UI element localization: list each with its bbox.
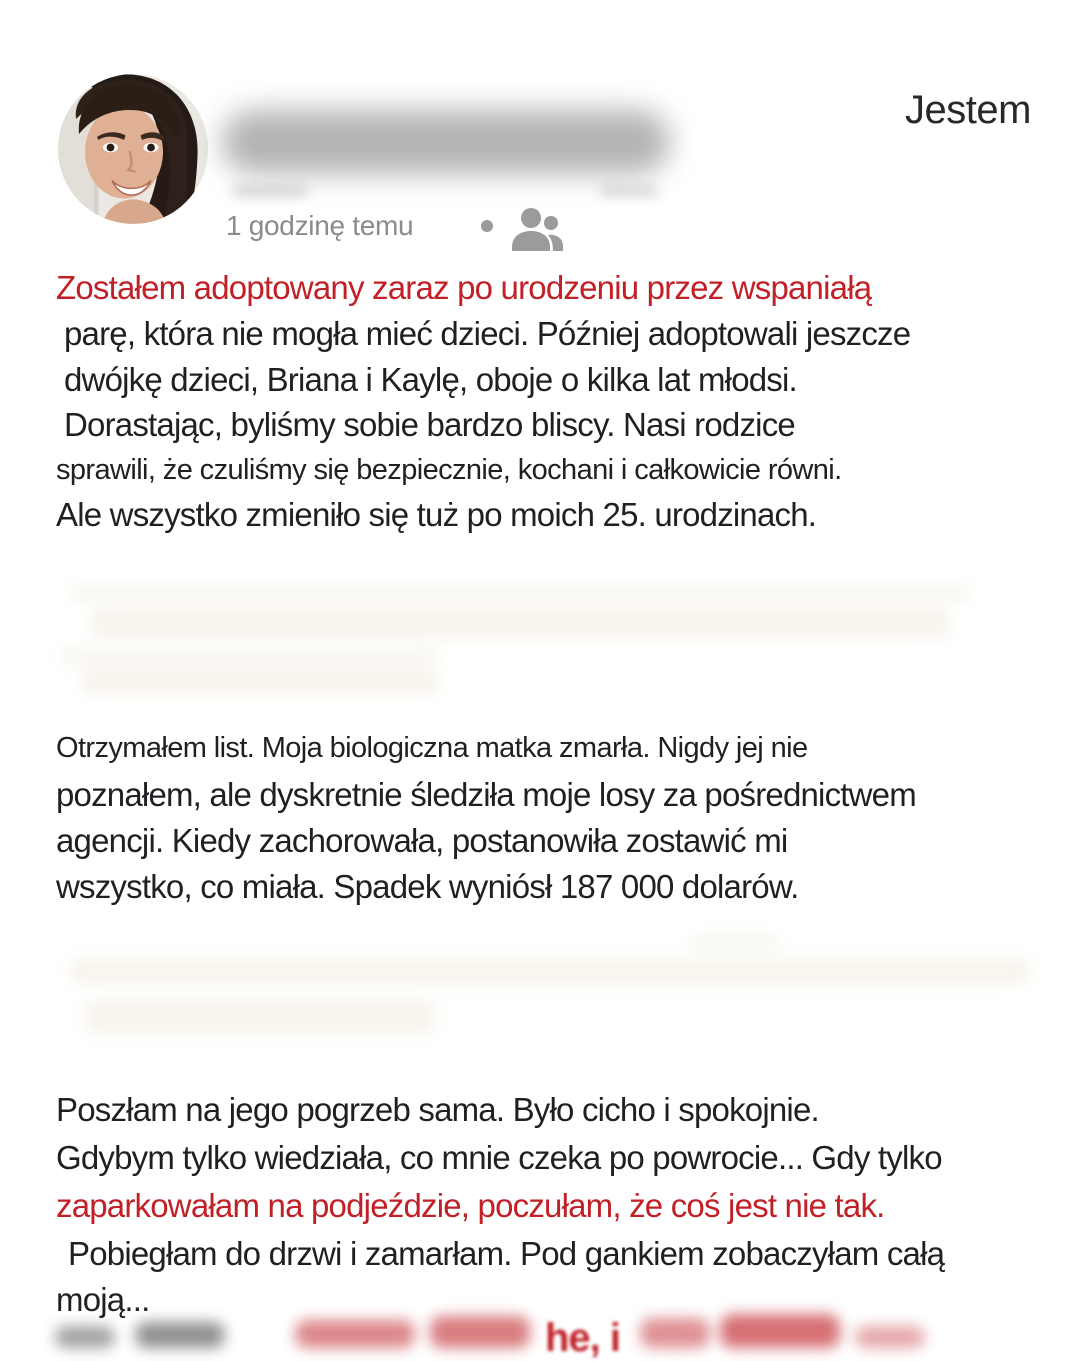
erased-text-smudge — [80, 668, 440, 694]
smeared-text — [855, 1326, 925, 1348]
smeared-text — [295, 1320, 415, 1348]
page-watermark: Jestem — [905, 88, 1031, 132]
post-text-line: moją... — [56, 1281, 150, 1318]
smeared-text — [135, 1322, 225, 1348]
erased-text-smudge — [70, 958, 1030, 984]
post-text-line: wszystko, co miała. Spadek wyniósł 187 000 dolarów. — [56, 868, 799, 905]
post-text-line: poznałem, ale dyskretnie śledziła moje losy za pośrednictwem — [56, 776, 916, 813]
user-photo-avatar — [58, 74, 208, 224]
post-text-line: Dorastając, byliśmy sobie bardzo bliscy. Nasi rodzice — [64, 406, 795, 443]
post-text-line: parę, która nie mogła mieć dzieci. Później adoptowali jeszcze — [64, 315, 911, 352]
smeared-text — [55, 1326, 115, 1348]
post-text-line: Otrzymałem list. Moja biologiczna matka zmarła. Nigdy jej nie — [56, 732, 808, 764]
username-blurred[interactable] — [222, 110, 670, 174]
erased-text-smudge — [90, 608, 950, 638]
username-blur-artifact — [600, 186, 658, 196]
post-text-line: zaparkowałam na podjeździe, poczułam, że coś jest nie tak. — [56, 1187, 885, 1224]
username-blur-artifact — [232, 186, 308, 196]
avatar[interactable] — [58, 74, 208, 224]
friends-icon — [508, 205, 564, 255]
post-text-line: Pobiegłam do drzwi i zamarłam. Pod gankiem zobaczyłam całą — [68, 1235, 945, 1272]
post-text-line: Zostałem adoptowany zaraz po urodzeniu przez wspaniałą — [56, 269, 872, 306]
smeared-text — [430, 1316, 530, 1348]
smeared-text-fragment: he, i — [545, 1316, 621, 1360]
post-text-line: Ale wszystko zmieniło się tuż po moich 25. urodzinach. — [56, 496, 817, 533]
meta-separator-dot — [481, 220, 493, 232]
erased-text-smudge — [60, 648, 440, 664]
erased-text-smudge — [690, 935, 780, 949]
post-text-line: sprawili, że czuliśmy się bezpiecznie, kochani i całkowicie równi. — [56, 454, 842, 486]
post-text-line: agencji. Kiedy zachorowała, postanowiła zostawić mi — [56, 822, 788, 859]
smeared-text — [720, 1314, 840, 1348]
smeared-text — [640, 1318, 710, 1348]
post-text-line: Poszłam na jego pogrzeb sama. Było cicho i spokojnie. — [56, 1091, 819, 1128]
erased-text-smudge — [85, 1000, 435, 1034]
post-text-line: dwójkę dzieci, Briana i Kaylę, oboje o kilka lat młodsi. — [64, 361, 797, 398]
erased-text-smudge — [70, 585, 970, 601]
post-timestamp: 1 godzinę temu — [226, 210, 414, 241]
post-text-line: Gdybym tylko wiedziała, co mnie czeka po powrocie... Gdy tylko — [56, 1139, 942, 1176]
